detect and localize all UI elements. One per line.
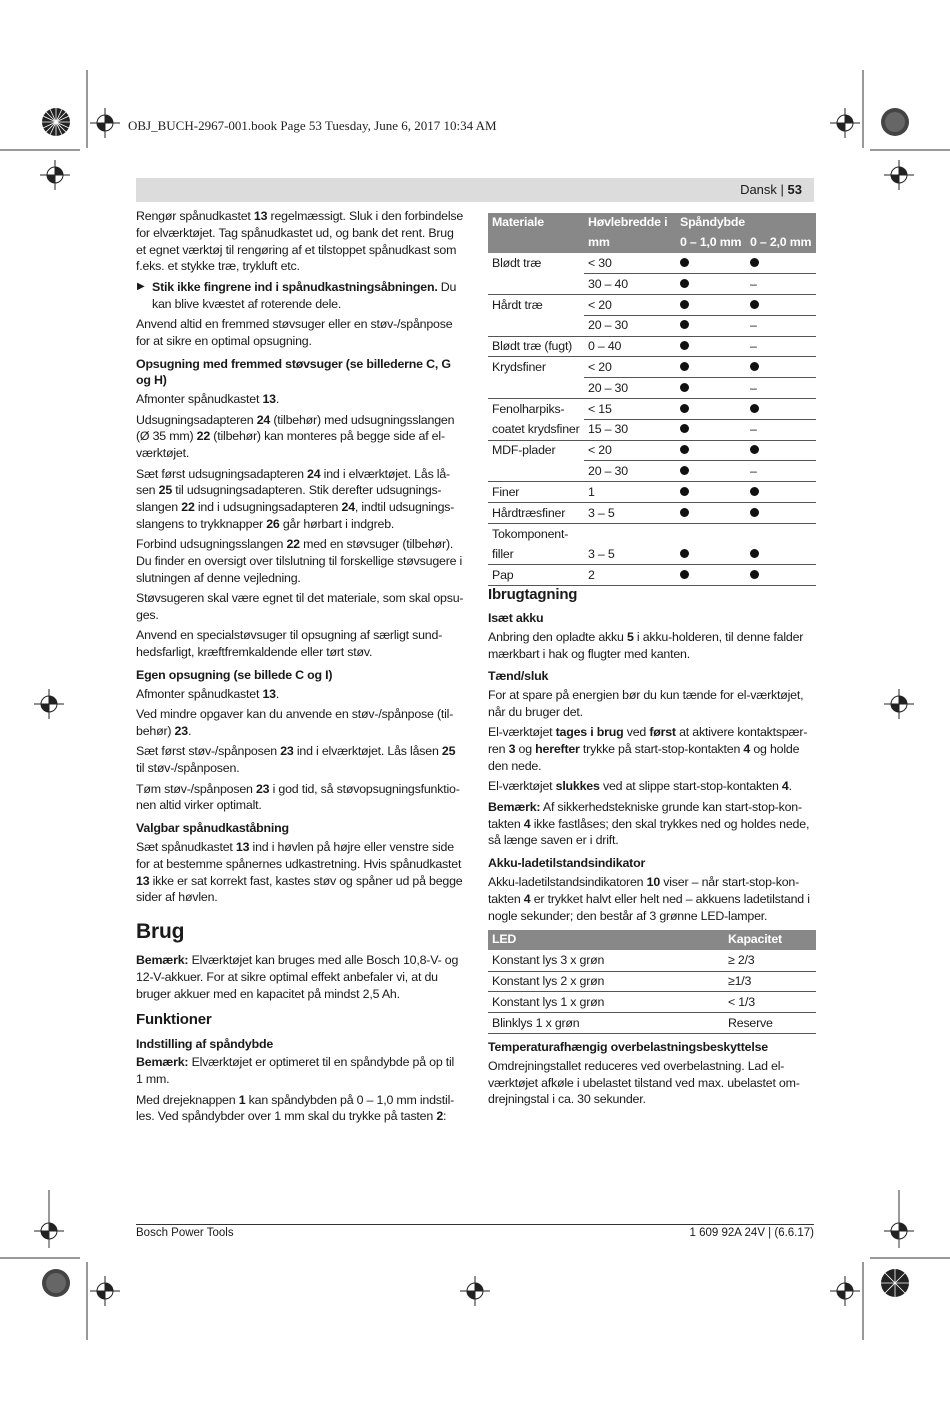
width-cell: < 30 [584, 253, 676, 274]
bullet-dot-icon [750, 570, 759, 579]
depth2-cell [746, 253, 816, 274]
width-cell: 20 – 30 [584, 461, 676, 482]
paragraph: Sæt først udsugningsadapteren 24 ind i elværktøjet. Lås låsen 25 til udsugningsadapteren. Stik derefter udsugningsslangen 22 ind i udsugningsadapteren 24, indtil udsugningsslangens to trykknapper 26 går hørbart i indgreb. [136, 466, 455, 531]
depth1-cell [676, 357, 746, 378]
table-row [488, 357, 816, 378]
bullet-dot-icon [680, 300, 689, 309]
section-heading: Brug [136, 920, 185, 944]
paragraph: Støvsugeren skal være egnet til det materiale, som skal opsuges. [136, 591, 464, 623]
depth1-cell [676, 253, 746, 274]
width-cell: 20 – 30 [584, 315, 676, 336]
left-column [136, 208, 464, 1129]
depth1-cell [676, 461, 746, 482]
width-cell: 3 – 5 [584, 544, 676, 565]
subheading: Valgbar spånudkaståbning [136, 821, 289, 836]
bullet-dot-icon [680, 487, 689, 496]
subheading: Indstilling af spåndybde [136, 1036, 274, 1051]
led-cell: Konstant lys 2 x grøn [488, 971, 724, 992]
bullet-dot-icon [680, 445, 689, 454]
subheading: Akku-ladetilstandsindikator [488, 856, 646, 871]
width-cell: 3 – 5 [584, 503, 676, 524]
capacity-cell: < 1/3 [724, 992, 816, 1013]
material-cell [488, 274, 584, 295]
paragraph: Rengør spånudkastet 13 regelmæssigt. Sluk i den forbindelse for elværktøjet. Tag spånudkastet ud, og bank det rent. Brug et egnet værktøj til rengøring af et tilstoppet spånudkast som f.eks. et stykke træ, trykluft etc. [136, 209, 464, 274]
depth1-cell [676, 440, 746, 461]
table-row [488, 971, 816, 992]
depth2-cell: – [746, 274, 816, 295]
material-cell [488, 378, 584, 399]
paragraph: Sæt først støv-/spånposen 23 ind i elværktøjet. Lås låsen 25 til støv-/spånposen. [136, 744, 456, 776]
led-table [488, 930, 816, 1034]
bullet-dot-icon [750, 549, 759, 558]
subheading: Opsugning med fremmed støvsuger (se billederne C, G og H) [136, 356, 451, 388]
width-cell: 1 [584, 482, 676, 503]
table-row [488, 336, 816, 357]
table-row [488, 1013, 816, 1034]
depth2-cell [746, 357, 816, 378]
table-row [488, 253, 816, 274]
footer-docnumber: 1 609 92A 24V | (6.6.17) [689, 1227, 814, 1239]
material-cell: filler [488, 544, 584, 565]
width-cell: < 20 [584, 440, 676, 461]
led-cell: Konstant lys 3 x grøn [488, 950, 724, 971]
header-led: LED [488, 930, 724, 950]
bullet-dot-icon [680, 424, 689, 433]
paragraph: Anvend en specialstøvsuger til opsugning af særligt sundhedsfarligt, kræftfremkaldende eller tørt støv. [136, 628, 443, 660]
paragraph: Afmonter spånudkastet 13. [136, 392, 280, 407]
header-bar [136, 178, 814, 202]
depth2-cell: – [746, 461, 816, 482]
material-cell: Finer [488, 482, 584, 503]
subheading: Tænd/sluk [488, 669, 549, 684]
paragraph: Omdrejningstallet reduceres ved overbelastning. Lad elværktøjet afkøle i ubelastet tilstand ved max. ubelastet omdrejningstal i ca. 30 sekunder. [488, 1058, 800, 1107]
bullet-dot-icon [680, 320, 689, 329]
section-heading: Funktioner [136, 1010, 212, 1028]
paragraph: Anbring den opladte akku 5 i akku-holderen, til denne falder mærkbart i hak og flugter med kanten. [488, 629, 804, 661]
bullet-dot-icon [680, 362, 689, 371]
depth1-cell [676, 399, 746, 420]
material-cell: Pap [488, 565, 584, 586]
bullet-dot-icon [680, 570, 689, 579]
paragraph: Bemærk: Af sikkerhedstekniske grunde kan start-stop-kontakten 4 ikke fastlåses; den skal trykkes ned og holdes nede, så længe saven er i drift. [488, 799, 810, 848]
depth2-cell: – [746, 336, 816, 357]
material-table-container [488, 213, 816, 586]
material-cell: Fenolharpiks- [492, 401, 565, 416]
subheading: Egen opsugning (se billede C og I) [136, 668, 333, 683]
bullet-dot-icon [680, 258, 689, 267]
paragraph: Sæt spånudkastet 13 ind i høvlen på højre eller venstre side for at bestemme spånernes udkastretning. Hvis spånudkastet 13 ikke er sat korrekt fast, kastes støv og spåner ud på begge sider af høvlen. [136, 840, 463, 905]
capacity-cell: ≥1/3 [724, 971, 816, 992]
depth2-cell [746, 399, 816, 420]
depth2-cell [746, 440, 816, 461]
bullet-dot-icon [750, 445, 759, 454]
bullet-dot-icon [680, 549, 689, 558]
depth1-cell [676, 482, 746, 503]
table-row [488, 544, 816, 565]
depth1-cell [676, 419, 746, 440]
page-number: 53 [787, 182, 802, 197]
capacity-cell: ≥ 2/3 [724, 950, 816, 971]
depth1-cell [676, 565, 746, 586]
depth1-cell [676, 336, 746, 357]
paragraph: Udsugningsadapteren 24 (tilbehør) med udsugningsslangen (Ø 35 mm) 22 (tilbehør) kan monteres på begge side af elværktøjet. [136, 412, 455, 461]
footer-rule [136, 1224, 814, 1225]
header-depth-2: 0 – 2,0 mm [746, 233, 816, 253]
bullet-dot-icon [750, 258, 759, 267]
table-row [488, 950, 816, 971]
bullet-dot-icon [750, 508, 759, 517]
width-cell: < 20 [584, 357, 676, 378]
header-width-unit: mm [584, 233, 676, 253]
paragraph: Akku-ladetilstandsindikatoren 10 viser – når start-stop-kontakten 4 er trykket halvt eller helt ned – akkuens ladetilstand i nogle sekunder; den består af 3 grønne LED-lamper. [488, 874, 810, 923]
capacity-cell: Reserve [724, 1013, 816, 1034]
bullet-dot-icon [750, 300, 759, 309]
depth1-cell [676, 503, 746, 524]
header-depth-1: 0 – 1,0 mm [676, 233, 746, 253]
depth2-cell [746, 295, 816, 316]
depth2-cell [746, 565, 816, 586]
page-header [740, 182, 802, 197]
material-cell: Blødt træ (fugt) [488, 336, 584, 357]
depth2-cell [746, 503, 816, 524]
bullet-dot-icon [680, 404, 689, 413]
material-cell: Krydsfiner [492, 360, 546, 375]
table-row [488, 523, 816, 544]
material-cell: Hårdt træ [492, 297, 543, 312]
width-cell: < 15 [584, 399, 676, 420]
depth1-cell [676, 523, 746, 544]
depth1-cell [676, 544, 746, 565]
width-cell: 15 – 30 [584, 419, 676, 440]
material-table [488, 213, 816, 586]
bullet-dot-icon [680, 383, 689, 392]
width-cell: 0 – 40 [584, 336, 676, 357]
section-heading: Ibrugtagning [488, 586, 578, 603]
paragraph: Anvend altid en fremmed støvsuger eller en støv-/spånpose for at sikre en optimal opsugning. [136, 316, 453, 348]
header-material: Materiale [488, 213, 584, 233]
paragraph: El-værktøjet slukkes ved at slippe start-stop-kontakten 4. [488, 779, 792, 794]
material-cell [488, 315, 584, 336]
depth1-cell [676, 378, 746, 399]
bullet-dot-icon [680, 279, 689, 288]
depth1-cell [676, 295, 746, 316]
paragraph: Afmonter spånudkastet 13. [136, 686, 280, 701]
table-row [488, 295, 816, 316]
paragraph: Tøm støv-/spånposen 23 i god tid, så støvopsugningsfunktionen altid virker optimalt. [136, 781, 460, 813]
paragraph: Forbind udsugningsslangen 22 med en støvsuger (tilbehør). Du finder en oversigt over tilslutning til forskellige støvsugere i slutningen af denne vejledning. [136, 537, 463, 585]
paragraph: Bemærk: Elværktøjet kan bruges med alle Bosch 10,8-V- og 12-V-akkuer. For at sikre optimal effekt anbefaler vi, at du bruger akkuer med en kapacitet på mindst 2,5 Ah. [136, 953, 459, 1001]
header-depth: Spåndybde [676, 213, 816, 233]
subheading: Isæt akku [488, 611, 544, 625]
paragraph: Ved mindre opgaver kan du anvende en støv-/spånpose (tilbehør) 23. [136, 707, 454, 739]
material-cell: MDF-plader [492, 443, 556, 458]
bullet-dot-icon [750, 487, 759, 496]
depth2-cell: – [746, 378, 816, 399]
table-row [488, 461, 816, 482]
led-cell: Blinklys 1 x grøn [488, 1013, 724, 1034]
print-slug: OBJ_BUCH-2967-001.book Page 53 Tuesday, June 6, 2017 10:34 AM [128, 118, 497, 133]
depth2-cell [746, 482, 816, 503]
width-cell [584, 523, 676, 544]
depth2-cell [746, 523, 816, 544]
material-cell: Tokomponent- [492, 526, 569, 541]
table-row [488, 565, 816, 586]
paragraph: For at spare på energien bør du kun tænde for el-værktøjet, når du bruger det. [488, 688, 804, 719]
material-cell: Hårdtræsfiner [488, 503, 584, 524]
depth2-cell [746, 544, 816, 565]
table-row [488, 274, 816, 295]
table-row [488, 315, 816, 336]
right-column [488, 586, 816, 1112]
material-cell: coatet krydsfiner [488, 419, 584, 440]
width-cell: 20 – 30 [584, 378, 676, 399]
material-cell: Blødt træ [492, 256, 542, 270]
table-row [488, 378, 816, 399]
depth1-cell [676, 274, 746, 295]
table-row [488, 503, 816, 524]
bullet-dot-icon [750, 404, 759, 413]
bullet-dot-icon [680, 341, 689, 350]
paragraph: El-værktøjet tages i brug ved først at aktivere kontaktspærren 3 og herefter trykke på start-stop-kontakten 4 og holde den nede. [488, 725, 808, 773]
depth2-cell: – [746, 419, 816, 440]
depth1-cell [676, 315, 746, 336]
table-row [488, 419, 816, 440]
material-cell [488, 461, 584, 482]
bullet-dot-icon [680, 508, 689, 517]
led-cell: Konstant lys 1 x grøn [488, 992, 724, 1013]
warning-bullet: ▶ Stik ikke fingrene ind i spånudkastningsåbningen. Du kan blive kvæstet af roterende dele. [136, 279, 464, 313]
table-row [488, 482, 816, 503]
bullet-dot-icon [750, 362, 759, 371]
paragraph: Med drejeknappen 1 kan spåndybden på 0 – 1,0 mm indstilles. Ved spåndybder over 1 mm skal du trykke på tasten 2: [136, 1092, 455, 1124]
table-row [488, 399, 816, 420]
width-cell: < 20 [584, 295, 676, 316]
width-cell: 2 [584, 565, 676, 586]
table-row [488, 992, 816, 1013]
table-row [488, 440, 816, 461]
header-width: Høvlebredde i [584, 213, 676, 233]
paragraph: Bemærk: Elværktøjet er optimeret til en spåndybde på op til 1 mm. [136, 1055, 455, 1087]
header-separator: | [776, 182, 788, 197]
subheading: Temperaturafhængig overbelastningsbeskyttelse [488, 1040, 768, 1055]
width-cell: 30 – 40 [584, 274, 676, 295]
header-capacity: Kapacitet [724, 930, 816, 950]
bullet-dot-icon [680, 466, 689, 475]
depth2-cell: – [746, 315, 816, 336]
footer-brand: Bosch Power Tools [136, 1227, 234, 1239]
section-name: Dansk [740, 182, 777, 197]
